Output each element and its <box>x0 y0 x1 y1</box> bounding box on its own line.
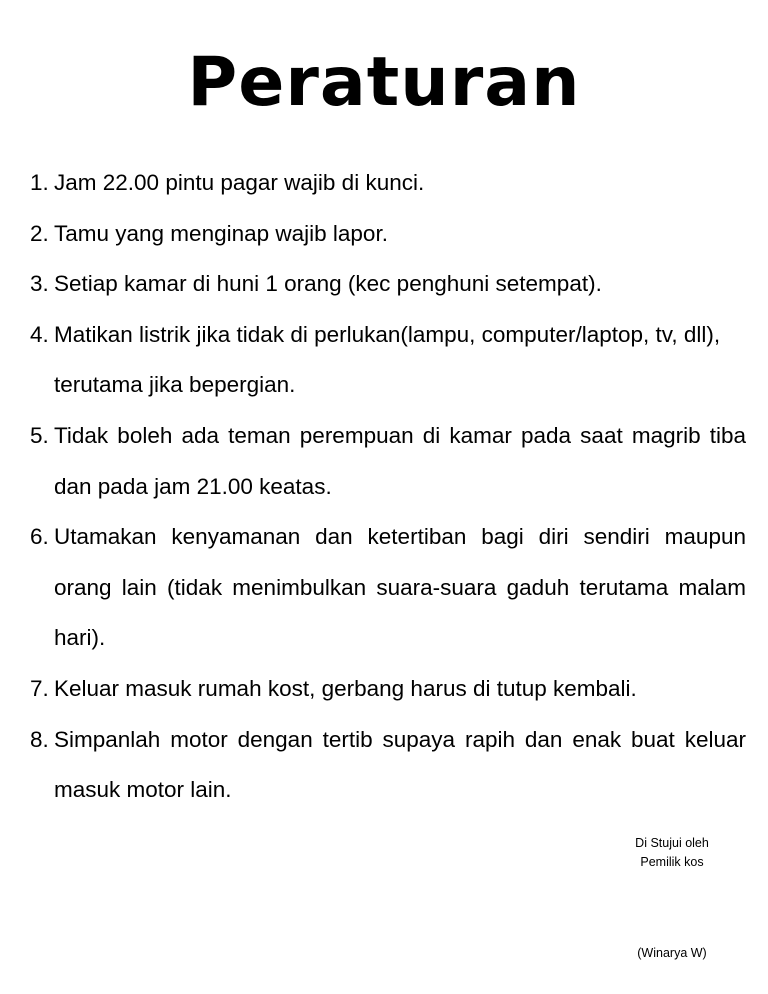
page-title: Peraturan <box>187 43 581 122</box>
rule-text: Keluar masuk rumah kost, gerbang harus di tutup kembali. <box>54 675 637 701</box>
rule-item-8 <box>30 715 746 816</box>
rule-item-3 <box>30 259 746 310</box>
approval-line-2: Pemilik kos <box>640 855 704 869</box>
rule-text: Utamakan kenyamanan dan ketertiban bagi diri sendiri maupun orang lain (tidak menimbulkan suara-suara gaduh terutama malam hari). <box>54 524 746 651</box>
rule-number: 4. <box>30 321 49 347</box>
rules-list <box>30 158 746 816</box>
rule-number: 1. <box>30 170 49 195</box>
approval-note <box>610 834 734 872</box>
rule-item-2 <box>30 209 746 260</box>
approval-line-1: Di Stujui oleh <box>635 836 709 850</box>
rule-number: 7. <box>30 675 49 701</box>
rule-item-7 <box>30 664 746 715</box>
rule-number: 3. <box>30 271 49 297</box>
rule-text: Setiap kamar di huni 1 orang (kec penghuni setempat). <box>54 271 602 297</box>
rule-number: 6. <box>30 524 49 550</box>
rule-item-4 <box>30 310 746 411</box>
signature-name: (Winarya W) <box>637 946 707 960</box>
rule-text: Jam 22.00 pintu pagar wajib di kunci. <box>54 170 425 195</box>
rule-item-1 <box>30 158 746 209</box>
rule-number: 5. <box>30 422 49 448</box>
rule-number: 2. <box>30 220 49 246</box>
rule-item-5 <box>30 411 746 512</box>
rule-text: Tamu yang menginap wajib lapor. <box>54 220 388 246</box>
rule-text: Tidak boleh ada teman perempuan di kamar pada saat magrib tiba dan pada jam 21.00 keatas. <box>54 422 746 499</box>
rule-number: 8. <box>30 726 49 752</box>
rule-text: Matikan listrik jika tidak di perlukan(lampu, computer/laptop, tv, dll), terutama jika bepergian. <box>54 321 721 398</box>
rule-item-6 <box>30 512 746 664</box>
rule-text: Simpanlah motor dengan tertib supaya rapih dan enak buat keluar masuk motor lain. <box>54 726 746 803</box>
